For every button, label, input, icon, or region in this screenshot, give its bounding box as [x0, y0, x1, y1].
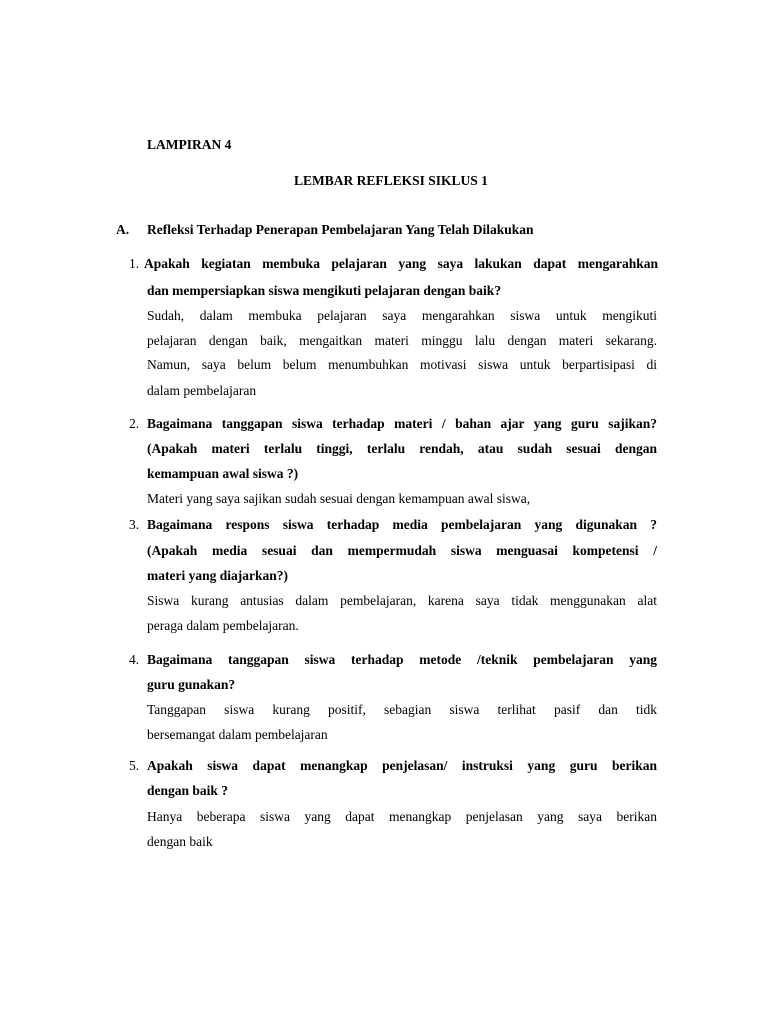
question-text: dan mempersiapkan siswa mengikuti pelajaran dengan baik?	[147, 283, 502, 298]
question-text: Bagaimana tanggapan siswa terhadap metode /teknik pembelajaran yang	[147, 652, 657, 667]
answer-text: Hanya beberapa siswa yang dapat menangkap penjelasan yang saya berikan	[147, 809, 657, 824]
answer-text: dengan baik	[147, 834, 213, 849]
question-text: (Apakah materi terlalu tinggi, terlalu rendah, atau sudah sesuai dengan	[147, 441, 657, 456]
section-heading: Refleksi Terhadap Penerapan Pembelajaran Yang Telah Dilakukan	[147, 222, 534, 237]
question-text: guru gunakan?	[147, 677, 236, 692]
question-number: 4.	[129, 652, 140, 667]
question-text: dengan baik ?	[147, 783, 229, 798]
appendix-label: LAMPIRAN 4	[147, 137, 232, 152]
answer-text: dalam pembelajaran	[147, 383, 257, 398]
question-text: Apakah siswa dapat menangkap penjelasan/ instruksi yang guru berikan	[147, 758, 657, 773]
document-title: LEMBAR REFLEKSI SIKLUS 1	[294, 173, 488, 188]
answer-text: Siswa kurang antusias dalam pembelajaran, karena saya tidak menggunakan alat	[147, 593, 657, 608]
question-number: 1.	[129, 256, 140, 271]
question-number: 5.	[129, 758, 140, 773]
section-letter: A.	[116, 222, 130, 237]
answer-text: Sudah, dalam membuka pelajaran saya mengarahkan siswa untuk mengikuti	[147, 308, 657, 323]
question-text: materi yang diajarkan?)	[147, 568, 288, 583]
question-text: (Apakah media sesuai dan mempermudah siswa menguasai kompetensi /	[147, 543, 657, 558]
answer-text: peraga dalam pembelajaran.	[147, 618, 299, 633]
answer-text: Materi yang saya sajikan sudah sesuai dengan kemampuan awal siswa,	[147, 491, 531, 506]
question-text: Bagaimana tanggapan siswa terhadap materi / bahan ajar yang guru sajikan?	[147, 416, 657, 431]
question-text: Bagaimana respons siswa terhadap media pembelajaran yang digunakan ?	[147, 517, 657, 532]
question-number: 2.	[129, 416, 140, 431]
answer-text: pelajaran dengan baik, mengaitkan materi minggu lalu dengan materi sekarang.	[147, 333, 657, 348]
question-text: kemampuan awal siswa ?)	[147, 466, 299, 481]
question-text: Apakah kegiatan membuka pelajaran yang saya lakukan dapat mengarahkan	[144, 256, 658, 271]
question-number: 3.	[129, 517, 140, 532]
answer-text: Namun, saya belum belum menumbuhkan motivasi siswa untuk berpartisipasi di	[147, 357, 657, 372]
answer-text: Tanggapan siswa kurang positif, sebagian siswa terlihat pasif dan tidk	[147, 702, 657, 717]
answer-text: bersemangat dalam pembelajaran	[147, 727, 328, 742]
